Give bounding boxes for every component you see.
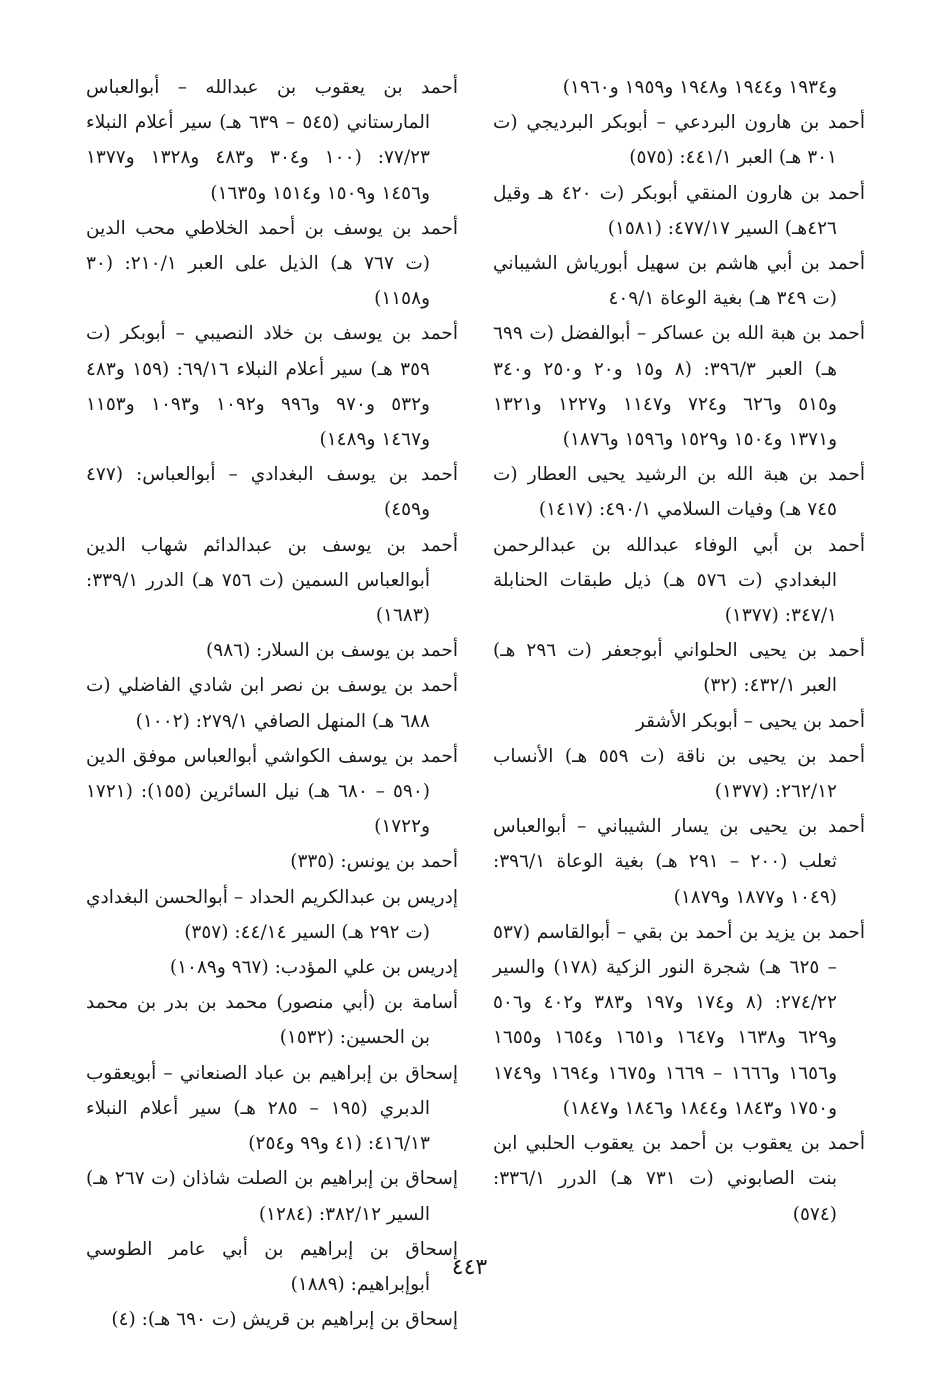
index-entry: إدريس بن عبدالكريم الحداد – أبوالحسن البغدادي (ت ٢٩٢ هـ) السير ٤٤/١٤: (٣٥٧) bbox=[86, 886, 458, 943]
index-entry: أحمد بن هارون البردعي – أبوبكر البرديجي (ت ٣٠١ هـ) العبر ٤٤١/١: (٥٧٥) bbox=[493, 112, 865, 169]
index-entry: أحمد بن يزيد بن أحمد بن بقي – أبوالقاسم (٥٣٧ – ٦٢٥ هـ) شجرة النور الزكية (١٧٨) والسير ٢٧٤/٢٢: (٨ و١٧٤ و١٩٧ و٣٨٣ و٤٠٢ و٥٠٦ و٦٢٩ و١٦٣٨ و١٦٤٧ و١٦٥١ و١٦٥٤ و١٦٥٥ و١٦٥٦ و١٦٦٦ – ١٦٦٩ و١٦٧٥ و١٦٩٤ و١٧٤٩ و١٧٥٠ و١٨٤٣ و١٨٤٤ و١٨٤٦ و١٨٤٧) bbox=[493, 921, 865, 1119]
index-entry: إسحاق بن إبراهيم بن قريش (ت ٦٩٠ هـ): (٤) bbox=[111, 1309, 458, 1331]
index-entry: أحمد بن يحيى الحلواني أبوجعفر (ت ٢٩٦ هـ) العبر ٤٣٢/١: (٣٢) bbox=[493, 640, 865, 697]
index-entry: أحمد بن هبة الله بن عساكر – أبوالفضل (ت ٦٩٩ هـ) العبر ٣٩٦/٣: (٨ و١٥ و٢٠ و٢٥٠ و٣٤٠ و٥١٥ و٦٢٦ و٧٢٤ و١١٤٧ و١٢٢٧ و١٣٢١ و١٣٧١ و١٥٠٤ و١٥٢٩ و١٥٩٦ و١٨٧٦) bbox=[493, 323, 865, 451]
index-entry: أحمد بن يوسف بن أحمد الخلاطي محب الدين (ت ٧٦٧ هـ) الذيل على العبر ٢١٠/١: (٣٠ و١١٥٨) bbox=[86, 217, 458, 310]
index-entry: أحمد بن أبي هاشم بن سهيل أبورياش الشيباني (ت ٣٤٩ هـ) بغية الوعاة ٤٠٩/١ bbox=[493, 253, 865, 310]
index-entry: أحمد بن يوسف بن السلار: (٩٨٦) bbox=[206, 640, 458, 662]
index-entry: أحمد بن يوسف بن عبدالدائم شهاب الدين أبوالعباس السمين (ت ٧٥٦ هـ) الدرر ٣٣٩/١: (١٦٨٣) bbox=[86, 534, 458, 627]
index-entry: أحمد بن يوسف الكواشي أبوالعباس موفق الدين (٥٩٠ – ٦٨٠ هـ) نيل السائرين (١٥٥): (١٧٢١ و١٧٢٢) bbox=[86, 745, 458, 838]
index-entry: أحمد بن هبة الله بن الرشيد يحيى العطار (ت ٧٤٥ هـ) وفيات السلامي ٤٩٠/١: (١٤١٧) bbox=[493, 464, 865, 521]
index-entry: أحمد بن يوسف بن خلاد النصيبي – أبوبكر (ت ٣٥٩ هـ) سير أعلام النبلاء ٦٩/١٦: (١٥٩ و٤٨٣ و٥٣٢ و٩٧٠ و٩٩٦ و١٠٩٢ و١٠٩٣ و١١٥٣ و١٤٦٧ و١٤٨٩) bbox=[86, 323, 458, 451]
index-entry: إدريس بن علي المؤدب: (٩٦٧ و١٠٨٩) bbox=[169, 957, 458, 979]
index-entry: إسحاق بن إبراهيم بن أبي عامر الطوسي أبوإبراهيم: (١٨٨٩) bbox=[86, 1238, 458, 1295]
index-entry: أحمد بن يعقوب بن عبدالله – أبوالعباس المارستاني (٥٤٥ – ٦٣٩ هـ) سير أعلام النبلاء ٧٧/٢٣: (١٠٠ و٣٠٤ و٤٨٣ و١٣٢٨ و١٣٧٧ و١٤٥٦ و١٥٠٩ و١٥١٤ و١٦٣٥) bbox=[86, 77, 458, 204]
index-column-left bbox=[86, 70, 458, 1337]
index-entry: أحمد بن أبي الوفاء عبدالله بن عبدالرحمن البغدادي (ت ٥٧٦ هـ) ذيل طبقات الحنابلة ٣٤٧/١: (١٣٧٧) bbox=[493, 534, 865, 627]
index-entry: أحمد بن يحيى – أبوبكر الأشقر bbox=[635, 710, 865, 732]
index-entry: أسامة بن (أبي منصور) محمد بن بدر بن محمد بن الحسين: (١٥٣٢) bbox=[86, 992, 458, 1049]
index-entry-continuation: و١٩٣٤ و١٩٤٤ و١٩٤٨ و١٩٥٩ و١٩٦٠) bbox=[562, 77, 837, 98]
index-entry: أحمد بن يوسف بن نصر ابن شادي الفاضلي (ت ٦٨٨ هـ) المنهل الصافي ٢٧٩/١: (١٠٠٢) bbox=[86, 675, 458, 732]
index-entry: إسحاق بن إبراهيم بن الصلت شاذان (ت ٢٦٧ هـ) السير ٣٨٢/١٢: (١٢٨٤) bbox=[86, 1168, 458, 1225]
index-column-right bbox=[493, 70, 865, 1232]
index-entry: أحمد بن يعقوب بن أحمد بن يعقوب الحلبي ابن بنت الصابوني (ت ٧٣١ هـ) الدرر ٣٣٦/١: (٥٧٤) bbox=[493, 1133, 865, 1225]
index-entry: أحمد بن يونس: (٣٣٥) bbox=[290, 851, 458, 873]
page-number: ٤٤٣ bbox=[451, 1255, 488, 1280]
index-entry: أحمد بن هارون المنقي أبوبكر (ت ٤٢٠ هـ وقيل ٤٢٦هـ) السير ٤٧٧/١٧: (١٥٨١) bbox=[493, 182, 865, 239]
index-entry: أحمد بن يوسف البغدادي – أبوالعباس: (٤٧٧ و٤٥٩) bbox=[86, 464, 458, 521]
index-entry: إسحاق بن إبراهيم بن عباد الصنعاني – أبويعقوب الدبري (١٩٥ – ٢٨٥ هـ) سير أعلام النبلاء ٤١٦/١٣: (٤١ و٩٩ و٢٥٤) bbox=[86, 1062, 458, 1155]
index-entry: أحمد بن يحيى بن يسار الشيباني – أبوالعباس ثعلب (٢٠٠ – ٢٩١ هـ) بغية الوعاة ٣٩٦/١: (١٠٤٩ و١٨٧٧ و١٨٧٩) bbox=[493, 816, 865, 908]
index-entry: أحمد بن يحيى بن ناقة (ت ٥٥٩ هـ) الأنساب ٢٦٢/١٢: (١٣٧٧) bbox=[493, 745, 865, 803]
